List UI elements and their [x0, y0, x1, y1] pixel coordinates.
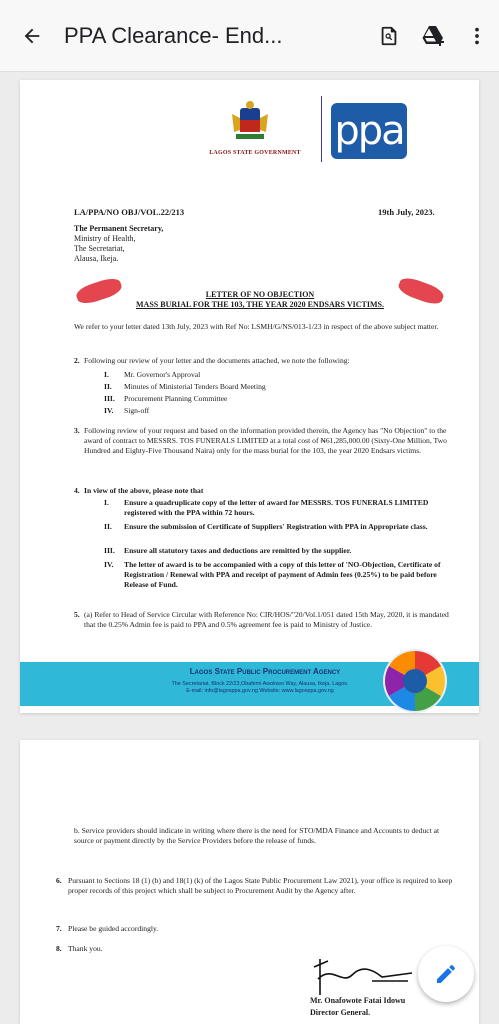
- list-item: Procurement Planning Committee: [124, 394, 228, 403]
- paragraph-number: 4.: [74, 486, 80, 495]
- edit-fab-button[interactable]: [418, 946, 474, 1002]
- lagos-crest-icon: [228, 100, 272, 144]
- list-numeral: I.: [104, 370, 109, 379]
- list-numeral: II.: [104, 522, 112, 531]
- paragraph-3: Following review of your request and based on the information provided therein, the Agency has "No Objection" to the award of contract to MESSRS. TOS FUNERALS LIMITED at a total cost of ₦61,285,000.00 (Sixty-One Million, Two Hundred and Eighty-Five Thousand Naira) only for the mass burial for the 103, the year 2020 Endsars victims.: [84, 426, 447, 455]
- paragraph-2: Following our review of your letter and the documents attached, we note the following:: [84, 356, 350, 365]
- agency-emblem-icon: [382, 648, 448, 714]
- address-line: Alausa, Ikeja.: [74, 254, 119, 263]
- list-numeral: III.: [104, 394, 115, 403]
- ppa-logo: ppa: [331, 103, 407, 159]
- paragraph-8: Thank you.: [68, 944, 103, 953]
- document-title: PPA Clearance- End...: [64, 22, 283, 48]
- address-line: Ministry of Health,: [74, 234, 136, 243]
- paragraph-number: 5.: [74, 610, 80, 619]
- paragraph-number: 2.: [74, 356, 80, 365]
- intro-paragraph: We refer to your letter dated 13th July, 2023 with Ref No: LSMH/G/NS/013-1/23 in respect of the above subject matter.: [74, 322, 439, 331]
- paragraph-number: 8.: [56, 944, 62, 953]
- letter-subject: [110, 290, 410, 310]
- find-in-document-button[interactable]: [367, 0, 411, 72]
- subject-line: MASS BURIAL FOR THE 103, THE YEAR 2020 ENDSARS VICTIMS.: [136, 300, 384, 309]
- list-item: Ensure all statutory taxes and deductions are remitted by the supplier.: [124, 546, 352, 555]
- list-item: Ensure the submission of Certificate of Suppliers' Registration with PPA in Appropriate class.: [124, 522, 428, 531]
- address-line: The Secretariat,: [74, 244, 125, 253]
- list-item: Minutes of Ministerial Tenders Board Meeting: [124, 382, 266, 391]
- footer-address-line: The Secretariat, Block 22/23,Obafemi Awolowo Way, Alausa, Ikeja, Lagos.: [171, 681, 349, 687]
- footer-agency-name: Lagos State Public Procurement Agency: [189, 667, 341, 676]
- list-item: Mr. Governor's Approval: [124, 370, 201, 379]
- paragraph-number: 6.: [56, 876, 62, 885]
- list-numeral: IV.: [104, 406, 114, 415]
- doc-search-icon: [378, 25, 400, 47]
- signatory-name: Mr. Onafowote Fatai Idowu: [310, 996, 406, 1005]
- app-bar: [0, 0, 499, 72]
- more-options-button[interactable]: [455, 0, 499, 72]
- footer-address: [90, 681, 430, 695]
- address-line: The Permanent Secretary,: [74, 224, 164, 233]
- reference-number: LA/PPA/NO OBJ/VOL.22/213: [74, 207, 185, 217]
- paragraph-5b: b. Service providers should indicate in writing where there is the need for STO/MDA Finance and Accounts to deduct at source or payment directly by the Service Providers before the release of funds.: [74, 826, 440, 845]
- footer-contact-line: E-mail: info@lagosppa.gov.ng Website: www.lagosppa.gov.ng: [186, 688, 334, 694]
- letter-date: 19th July, 2023.: [378, 207, 435, 217]
- list-numeral: III.: [104, 546, 115, 555]
- subject-line: LETTER OF NO OBJECTION: [205, 290, 315, 299]
- list-item: Sign-off: [124, 406, 150, 415]
- crest-label: LAGOS STATE GOVERNMENT: [209, 150, 301, 156]
- recipient-address: [74, 224, 163, 264]
- list-item: Ensure a quadruplicate copy of the letter of award for MESSRS. TOS FUNERALS LIMITED registered with the PPA within 72 hours.: [124, 498, 429, 517]
- more-vert-icon: [466, 25, 488, 47]
- edit-pencil-icon: [434, 962, 458, 986]
- arrow-left-icon: [21, 25, 43, 47]
- paragraph-7: Please be guided accordingly.: [68, 924, 159, 933]
- list-item: The letter of award is to be accompanied with a copy of this letter of 'NO-Objection, Certificate of Registration / Renewal with PPA and receipt of payment of Admin fees (0.25%) to be paid before Release of Fund.: [124, 560, 441, 589]
- back-button[interactable]: [0, 0, 64, 72]
- paragraph-4: In view of the above, please note that: [84, 486, 204, 495]
- signatory-position: Director General.: [310, 1008, 371, 1017]
- paragraph-5a: (a) Refer to Head of Service Circular with Reference No: CIR/HOS/"20/Vol.1/051 dated 15th May, 2020, it is mandated that the 0.25% Admin fee is paid to PPA and 0.5% agreement fee is paid to Ministry of Justice.: [84, 610, 449, 629]
- list-numeral: II.: [104, 382, 112, 391]
- list-numeral: IV.: [104, 560, 114, 569]
- paragraph-number: 3.: [74, 426, 80, 435]
- paragraph-6: Pursuant to Sections 18 (1) (b) and 18(1) (k) of the Lagos State Public Procurement Law 2021), your office is required to keep proper records of this project which shall be subject to Procurement Audit by the Agency after.: [68, 876, 453, 895]
- add-to-drive-button[interactable]: [411, 0, 455, 72]
- list-numeral: I.: [104, 498, 109, 507]
- paragraph-number: 7.: [56, 924, 62, 933]
- header-divider: [321, 96, 322, 162]
- add-to-drive-icon: [421, 25, 445, 47]
